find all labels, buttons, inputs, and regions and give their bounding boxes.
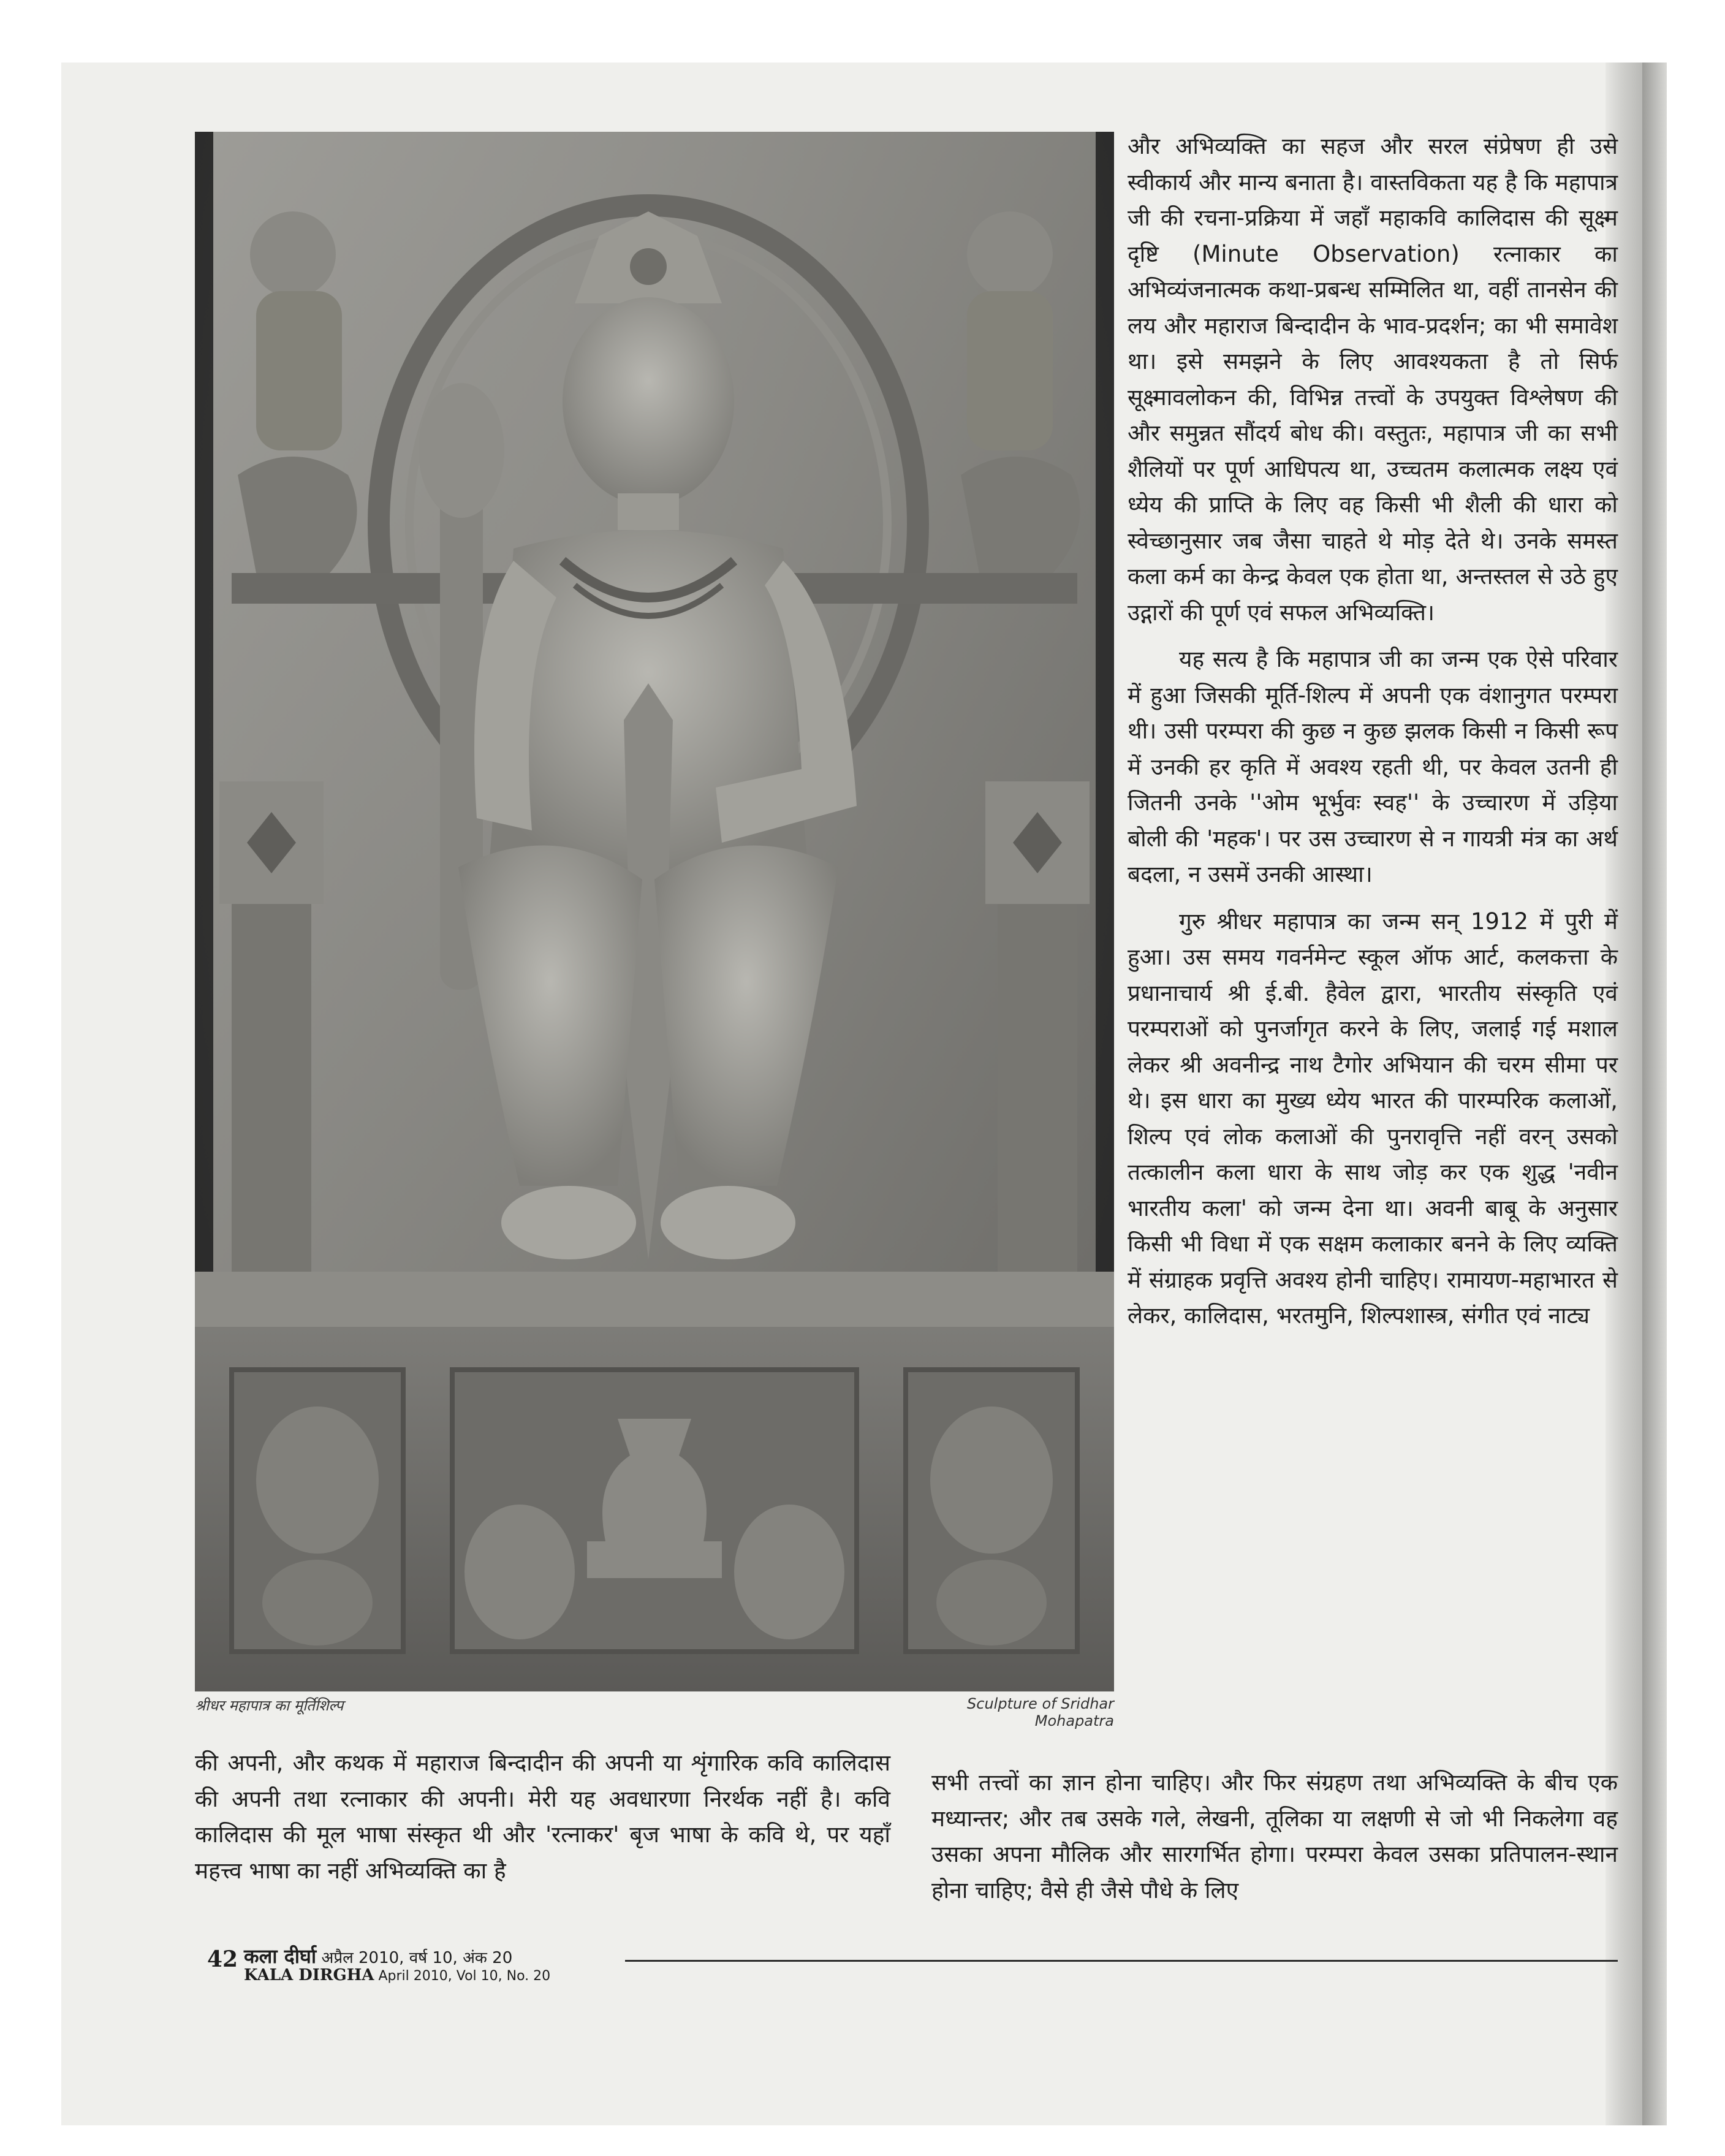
footer-hindi: [244, 1943, 512, 1969]
paragraph: यह सत्य है कि महापात्र जी का जन्म एक ऐसे परिवार में हुआ जिसकी मूर्ति-शिल्प में अपनी एक वंशानुगत परम्परा थी। उसी परम्परा की कुछ न कुछ झलक किसी न किसी रूप में उनकी हर कृति में अवश्य रहती थी, पर केवल उतनी ही जितनी उनके ''ओम भूर्भुवः स्वह'' के उच्चारण में उड़िया बोली की 'महक'। पर उस उच्चारण से न गायत्री मंत्र का अर्थ बदला, न उसमें उनकी आस्था।: [1128, 646, 1618, 887]
issue-info-hindi: अप्रैल 2010, वर्ष 10, अंक 20: [321, 1949, 513, 1967]
paragraph: गुरु श्रीधर महापात्र का जन्म सन् 1912 में पुरी में हुआ। उस समय गवर्नमेन्ट स्कूल ऑफ आर्ट, कलकत्ता के प्रधानाचार्य श्री ई.बी. हैवेल द्वारा, भारतीय संस्कृति एवं परम्पराओं को पुनर्जागृत करने के लिए, जलाई गई मशाल लेकर श्री अवनीन्द्र नाथ टैगोर अभियान की चरम सीमा पर थे। इस धारा का मुख्य ध्येय भारत की पारम्परिक कलाओं, शिल्प एवं लोक कलाओं की पुनरावृत्ति नहीं वरन् उसको तत्कालीन कला धारा के साथ जोड़ कर एक शुद्ध 'नवीन भारतीय कला' को जन्म देना था। अवनी बाबू के अनुसार किसी भी विधा में एक सक्षम कलाकार बनने के लिए व्यक्ति में संग्राहक प्रवृत्ति अवश्य होनी चाहिए। रामायण-महाभारत से लेकर, कालिदास, भरतमुनि, शिल्पशास्त्र, संगीत एवं नाट्य: [1128, 908, 1618, 1329]
right-column: [1128, 129, 1618, 1334]
magazine-title-hindi: कला दीर्घा: [244, 1945, 317, 1968]
magazine-title-english: KALA DIRGHA: [244, 1966, 374, 1984]
figure-caption-hindi: श्रीधर महापात्र का मूर्तिशिल्प: [195, 1697, 344, 1714]
issue-info-english: April 2010, Vol 10, No. 20: [378, 1968, 551, 1984]
footer-english: [244, 1966, 550, 1984]
page-edge: [1642, 63, 1667, 2125]
figure-caption-english: Sculpture of Sridhar Mohapatra: [967, 1695, 1114, 1729]
paragraph: सभी तत्त्वों का ज्ञान होना चाहिए। और फिर संग्रहण तथा अभिव्यक्ति के बीच एक मध्यान्तर; और तब उसके गले, लेखनी, तूलिका या लक्षणी से जो भी निकलेगा वह उसका अपना मौलिक और सारगर्भित होगा। परम्परा केवल उसका प्रतिपालन-स्थान होना चाहिए; वैसे ही जैसे पौधे के लिए: [931, 1769, 1618, 1904]
paragraph: की अपनी, और कथक में महाराज बिन्दादीन की अपनी या शृंगारिक कवि कालिदास की अपनी तथा रत्नाकार की अपनी। मेरी यह अवधारणा निरर्थक नहीं है। कवि कालिदास की मूल भाषा संस्कृत थी और 'रत्नाकर' बृज भाषा के कवि थे, पर यहाँ महत्त्व भाषा का नहीं अभिव्यक्ति का है: [195, 1750, 890, 1884]
sculpture-photo: [195, 132, 1114, 1691]
bottom-left-column: [195, 1745, 890, 1889]
page-number: 42: [207, 1946, 238, 1972]
footer-rule: [625, 1960, 1618, 1962]
sculpture-illustration: [195, 132, 1114, 1691]
paragraph: और अभिव्यक्ति का सहज और सरल संप्रेषण ही उसे स्वीकार्य और मान्य बनाता है। वास्तविकता यह है कि महापात्र जी की रचना-प्रक्रिया में जहाँ महाकवि कालिदास की सूक्ष्म दृष्टि (Minute Observation) रत्नाकार का अभिव्यंजनात्मक कथा-प्रबन्ध सम्मिलित था, वहीं तानसेन की लय और महाराज बिन्दादीन के भाव-प्रदर्शन; का भी समावेश था। इसे समझने के लिए आवश्यकता है तो सिर्फ सूक्ष्मावलोकन की, विभिन्न तत्त्वों के उपयुक्त विश्लेषण की और समुन्नत सौंदर्य बोध की। वस्तुतः, महापात्र जी का सभी शैलियों पर पूर्ण आधिपत्य था, उच्चतम कलात्मक लक्ष्य एवं ध्येय की प्राप्ति के लिए वह किसी भी शैली की धारा को स्वेच्छानुसार जब जैसा चाहते थे मोड़ देते थे। उनके समस्त कला कर्म का केन्द्र केवल एक होता था, अन्तस्तल से उठे हुए उद्गारों की पूर्ण एवं सफल अभिव्यक्ति।: [1128, 133, 1618, 626]
bottom-right-column: [931, 1765, 1618, 1908]
